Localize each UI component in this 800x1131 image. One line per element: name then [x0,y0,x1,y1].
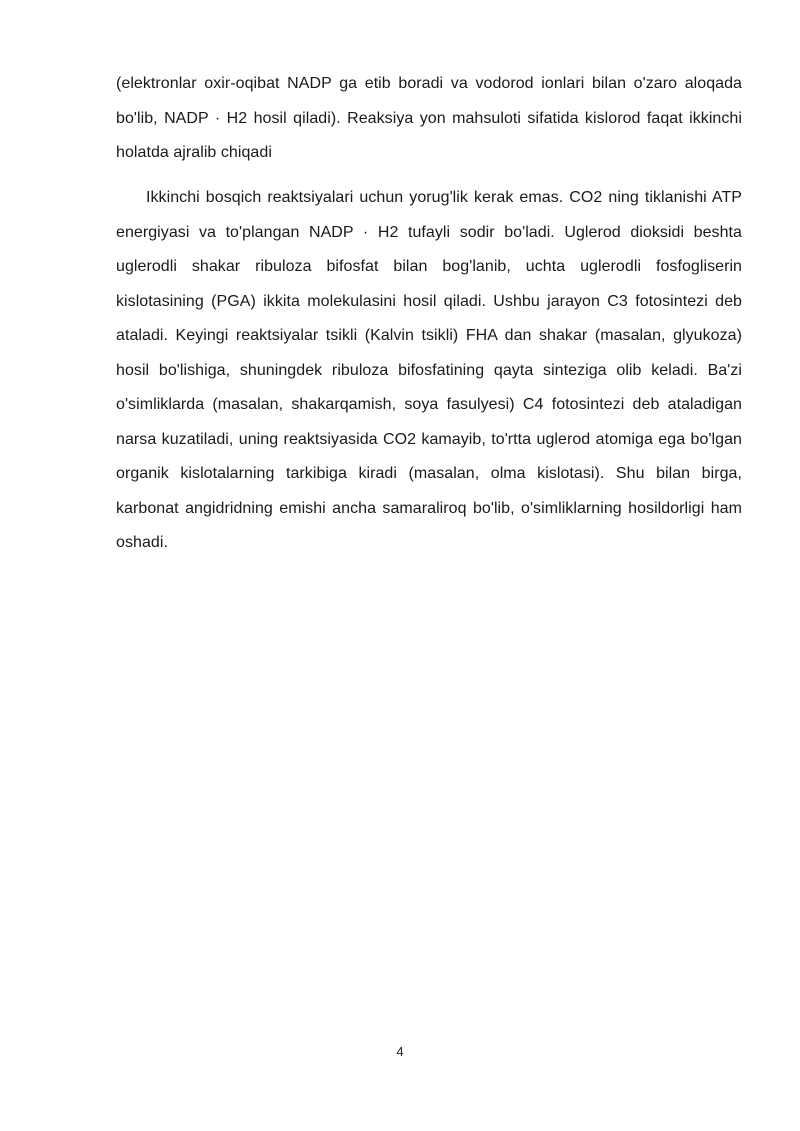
paragraph-second-stage: Ikkinchi bosqich reaktsiyalari uchun yorug'lik kerak emas. CO2 ning tiklanishi ATP energiyasi va to'plangan NADP · H2 tufayli sodir bo'ladi. Uglerod dioksidi beshta uglerodli shakar ribuloza bifosfat bilan bog'lanib, uchta uglerodli fosfogliserin kislotasining (PGA) ikkita molekulasini hosil qiladi. Ushbu jarayon C3 fotosintezi deb ataladi. Keyingi reaktsiyalar tsikli (Kalvin tsikli) FHA dan shakar (masalan, glyukoza) hosil bo'lishiga, shuningdek ribuloza bifosfatining qayta sinteziga olib keladi. Ba'zi o'simliklarda (masalan, shakarqamish, soya fasulyesi) C4 fotosintezi deb ataladigan narsa kuzatiladi, uning reaktsiyasida CO2 kamayib, to'rtta uglerod atomiga ega bo'lgan organik kislotalarning tarkibiga kiradi (masalan, olma kislotasi). Shu bilan birga, karbonat angidridning emishi ancha samaraliroq bo'lib, o'simliklarning hosildorligi ham oshadi. [116,189,742,551]
paragraph-continuation: (elektronlar oxir-oqibat NADP ga etib boradi va vodorod ionlari bilan o'zaro aloqada bo'lib, NADP · H2 hosil qiladi). Reaksiya yon mahsuloti sifatida kislorod faqat ikkinchi holatda ajralib chiqadi [116,75,742,161]
page-number: 4 [396,1044,404,1059]
